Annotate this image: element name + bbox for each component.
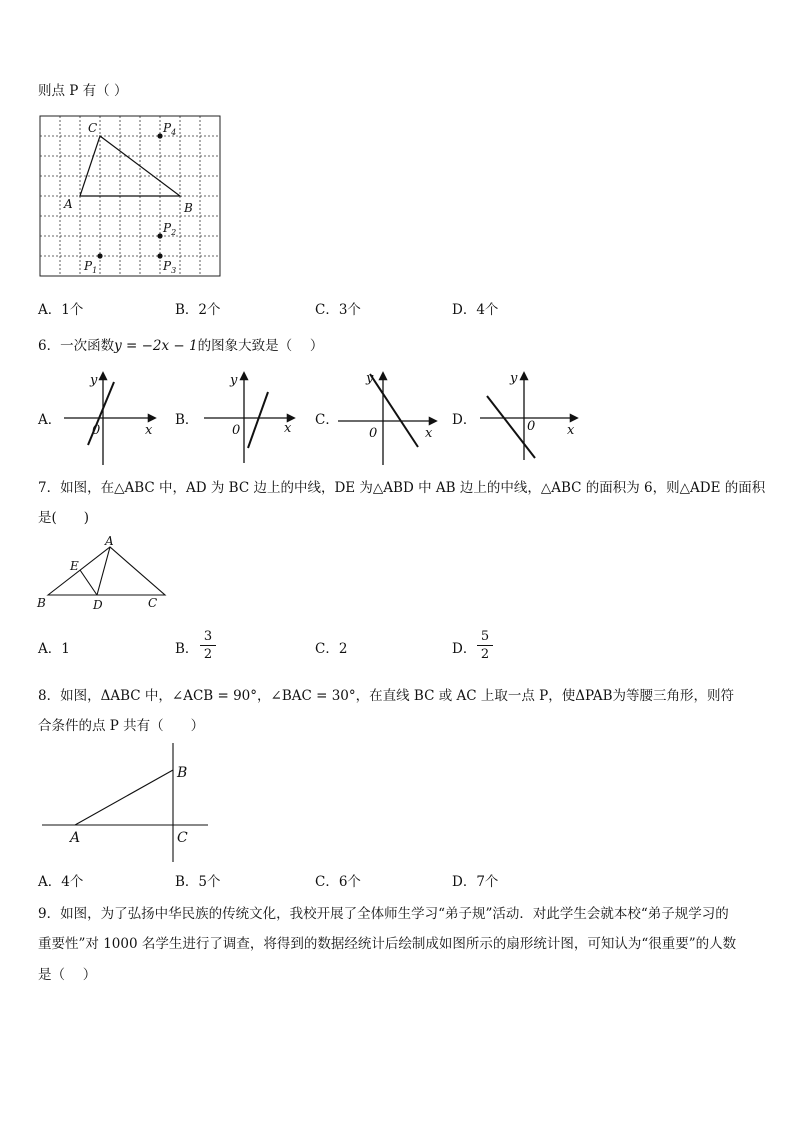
q8-line2: 合条件的点 P 共有（ ）: [38, 718, 205, 734]
graph-c-o: 0: [369, 426, 378, 441]
label-b: B: [184, 201, 193, 215]
q7-label-d: D: [93, 598, 103, 612]
q6-option-a-letter[interactable]: A．: [38, 412, 62, 428]
graph-d-o: 0: [527, 419, 536, 434]
q7-line2: 是( ): [38, 510, 90, 526]
q8-line1: 8．如图，ΔABC 中，∠ACB = 90°，∠BAC = 30°，在直线 BC 或 AC 上取一点 P，使ΔPAB为等腰三角形，则符: [38, 688, 735, 704]
q5-option-a[interactable]: A．1个: [38, 302, 84, 318]
q9-line1: 9．如图，为了弘扬中华民族的传统文化，我校开展了全体师生学习“弟子规”活动．对此学生会就本校“弟子规学习的: [38, 906, 729, 922]
graph-a-y: y: [90, 373, 98, 388]
q7-option-a[interactable]: A．1: [38, 641, 70, 657]
q7-option-b-letter: B．: [175, 641, 199, 657]
label-p4: $P_4$: [163, 121, 177, 137]
q7-label-a: A: [105, 534, 114, 548]
label-c: C: [88, 121, 98, 135]
q8-label-c: C: [177, 830, 188, 846]
graph-a-o: 0: [92, 423, 101, 438]
graph-b-y: y: [230, 373, 238, 388]
q9-line3: 是（ ）: [38, 967, 97, 983]
graph-c-x: x: [425, 426, 433, 441]
q7-label-e: E: [70, 559, 79, 573]
q5-option-c[interactable]: C．3个: [315, 302, 361, 318]
graph-d-x: x: [567, 423, 575, 438]
q6-option-b-letter[interactable]: B．: [175, 412, 199, 428]
graph-c-y: y: [366, 371, 374, 386]
label-p3: $P_3$: [163, 259, 177, 275]
q7-option-d-denominator: 2: [480, 647, 490, 662]
q8-option-a[interactable]: A．4个: [38, 874, 84, 890]
label-a: A: [64, 197, 73, 211]
q6-stem-prefix: 6．一次函数: [38, 338, 115, 354]
q8-option-c[interactable]: C．6个: [315, 874, 361, 890]
graph-a-x: x: [145, 423, 153, 438]
q8-option-b[interactable]: B．5个: [175, 874, 221, 890]
q5-option-d[interactable]: D．4个: [452, 302, 499, 318]
q6-equation: y = −2x − 1: [114, 338, 198, 354]
q7-label-b: B: [37, 596, 46, 610]
q5-option-b[interactable]: B．2个: [175, 302, 221, 318]
q7-option-b-denominator: 2: [203, 647, 213, 662]
q7-option-d-letter: D．: [452, 641, 477, 657]
q7-option-c[interactable]: C．2: [315, 641, 348, 657]
segment-ab: [75, 770, 173, 825]
graph-b-o: 0: [232, 423, 241, 438]
q7-option-b-numerator: 3: [203, 629, 213, 644]
label-p2: $P_2$: [163, 221, 177, 237]
q8-option-d[interactable]: D．7个: [452, 874, 499, 890]
q6-stem-suffix: 的图象大致是（ ）: [197, 338, 324, 354]
q7-label-c: C: [148, 596, 158, 610]
q8-label-a: A: [70, 830, 81, 846]
q7-line1: 7．如图，在△ABC 中，AD 为 BC 边上的中线，DE 为△ABD 中 AB 边上的中线，△ABC 的面积为 6，则△ADE 的面积: [38, 480, 766, 496]
q9-line2: 重要性”对 1000 名学生进行了调查，将得到的数据经统计后绘制成如图所示的扇形统计图，可知认为“很重要”的人数: [38, 936, 737, 952]
label-p1: $P_1$: [84, 259, 98, 275]
q6-option-d-letter[interactable]: D．: [452, 412, 477, 428]
q5-stem: 则点 P 有（ ）: [38, 83, 128, 99]
q7-option-d-numerator: 5: [480, 629, 490, 644]
graph-b-x: x: [284, 421, 292, 436]
q8-label-b: B: [177, 765, 188, 781]
graph-d-y: y: [510, 371, 518, 386]
q6-option-c-letter[interactable]: C．: [315, 412, 339, 428]
